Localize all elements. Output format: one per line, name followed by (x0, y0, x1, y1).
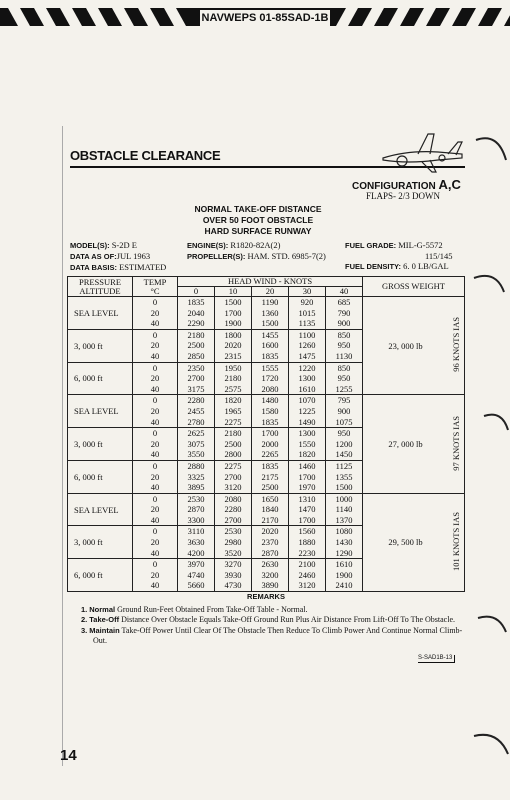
header-wind-3: 30 (289, 287, 326, 297)
temp-cell (133, 493, 178, 526)
figure-code: S-SAD1B-13 (418, 655, 455, 663)
distance-value: 2020 (224, 340, 242, 351)
distance-value: 1550 (298, 438, 316, 449)
distance-cell (252, 526, 289, 559)
distance-value: 2880 (187, 460, 205, 471)
fuel-density-label: FUEL DENSITY: (345, 262, 401, 271)
distance-cell (178, 493, 215, 526)
distance-value: 3970 (187, 559, 205, 570)
distance-value: 3890 (261, 580, 279, 591)
margin-rule (62, 126, 63, 766)
temp-value: 0 (152, 362, 158, 373)
temp-value: 20 (150, 307, 160, 318)
distance-value: 2800 (224, 449, 242, 460)
data-basis-value: ESTIMATED (119, 262, 167, 272)
distance-value: 1130 (335, 350, 353, 361)
distance-value: 1190 (261, 297, 279, 307)
distance-cell (215, 329, 252, 362)
distance-cell (215, 428, 252, 461)
meta-middle (187, 240, 326, 262)
header-temp-label: TEMP (143, 276, 167, 287)
header-headwind: HEAD WIND - KNOTS (178, 277, 363, 287)
temp-cell (133, 460, 178, 493)
distance-value: 5660 (187, 580, 205, 591)
airspeed-cell (448, 395, 465, 493)
distance-cell (289, 362, 326, 395)
distance-value: 2370 (261, 537, 279, 548)
airspeed-cell (448, 297, 465, 395)
distance-value: 2530 (224, 526, 242, 537)
distance-cell (178, 559, 215, 592)
distance-value: 1700 (224, 307, 242, 318)
distance-value: 1220 (298, 362, 316, 373)
distance-cell (215, 362, 252, 395)
temp-cell (133, 329, 178, 362)
distance-cell (252, 493, 289, 526)
header-wind-2: 20 (252, 287, 289, 297)
temp-value: 20 (150, 373, 160, 384)
distance-value: 4730 (224, 580, 242, 591)
temp-value: 20 (150, 340, 160, 351)
distance-value: 1720 (261, 373, 279, 384)
altitude-cell: 6, 000 ft (68, 460, 133, 493)
distance-value: 1835 (261, 416, 279, 427)
distance-cell (215, 460, 252, 493)
altitude-cell: SEA LEVEL (68, 395, 133, 428)
meta-left (70, 240, 166, 273)
distance-cell (178, 428, 215, 461)
table-row (68, 297, 465, 330)
remark-text: Ground Run-Feet Obtained From Take-Off Table - Normal. (115, 604, 308, 614)
distance-value: 1700 (298, 471, 316, 482)
gross-weight-cell: 23, 000 lb (363, 297, 449, 395)
distance-value: 2100 (298, 559, 316, 570)
temp-value: 40 (150, 350, 160, 361)
distance-value: 950 (337, 428, 351, 439)
distance-value: 2175 (261, 471, 279, 482)
distance-value: 1225 (298, 405, 316, 416)
distance-value: 2080 (261, 383, 279, 394)
temp-value: 0 (152, 526, 158, 537)
distance-value: 3895 (187, 482, 205, 493)
distance-cell (178, 362, 215, 395)
distance-cell (289, 428, 326, 461)
distance-value: 2575 (224, 383, 242, 394)
temp-cell (133, 297, 178, 330)
distance-cell (289, 297, 326, 330)
distance-value: 1900 (335, 569, 353, 580)
distance-cell (326, 559, 363, 592)
distance-value: 1555 (261, 362, 279, 373)
distance-value: 1840 (261, 504, 279, 515)
distance-cell (289, 493, 326, 526)
distance-value: 2350 (187, 362, 205, 373)
distance-cell (252, 297, 289, 330)
temp-value: 40 (150, 449, 160, 460)
fuel-density-value: 6. 0 LB/GAL (403, 261, 449, 271)
distance-cell (326, 460, 363, 493)
page-edge-marks (468, 120, 510, 780)
distance-value: 2290 (187, 318, 205, 329)
distance-value: 1560 (298, 526, 316, 537)
gross-weight-cell: 29, 500 lb (363, 493, 449, 591)
distance-value: 1965 (224, 405, 242, 416)
remark-number: 2. (81, 615, 88, 624)
distance-value: 3075 (187, 438, 205, 449)
distance-cell (326, 428, 363, 461)
temp-cell (133, 362, 178, 395)
remarks (67, 592, 465, 647)
distance-value: 2460 (298, 569, 316, 580)
distance-value: 1835 (261, 350, 279, 361)
distance-value: 1070 (298, 395, 316, 406)
remark-lead: Maintain (89, 625, 120, 635)
distance-value: 2080 (224, 493, 242, 504)
distance-value: 1455 (261, 329, 279, 340)
distance-value: 1300 (298, 373, 316, 384)
altitude-cell: 6, 000 ft (68, 559, 133, 592)
temp-value: 0 (152, 428, 158, 439)
header-wind-0: 0 (178, 287, 215, 297)
distance-cell (326, 297, 363, 330)
distance-value: 2455 (187, 405, 205, 416)
distance-value: 1255 (335, 383, 353, 394)
propeller-value: HAM. STD. 6985-7(2) (247, 251, 326, 261)
distance-value: 685 (337, 297, 351, 307)
propeller-label: PROPELLER(S): (187, 252, 246, 261)
chart-title-line-3: HARD SURFACE RUNWAY (204, 226, 312, 236)
header-altitude: ALTITUDE (79, 285, 121, 296)
distance-value: 2630 (261, 559, 279, 570)
temp-value: 40 (150, 547, 160, 558)
distance-cell (252, 559, 289, 592)
distance-value: 2280 (224, 504, 242, 515)
distance-value: 3930 (224, 569, 242, 580)
distance-value: 1500 (261, 318, 279, 329)
distance-value: 1080 (335, 526, 353, 537)
distance-value: 790 (337, 307, 351, 318)
page-number: 14 (60, 747, 77, 764)
temp-value: 20 (150, 504, 160, 515)
distance-value: 3550 (187, 449, 205, 460)
configuration-value: A,C (438, 177, 461, 192)
header-pressure: PRESSURE (78, 276, 122, 287)
distance-cell (289, 329, 326, 362)
temp-value: 40 (150, 514, 160, 525)
distance-value: 3270 (224, 559, 242, 570)
temp-value: 20 (150, 471, 160, 482)
distance-value: 2180 (187, 329, 205, 340)
distance-value: 3325 (187, 471, 205, 482)
distance-value: 2180 (224, 373, 242, 384)
distance-value: 1290 (335, 547, 353, 558)
distance-value: 1075 (335, 416, 353, 427)
header-temp-unit: °C (150, 285, 160, 296)
distance-value: 3520 (224, 547, 242, 558)
header-pressure-altitude (68, 277, 133, 297)
temp-value: 20 (150, 569, 160, 580)
distance-value: 2280 (187, 395, 205, 406)
distance-value: 1100 (298, 329, 316, 340)
temp-value: 40 (150, 318, 160, 329)
distance-value: 2315 (224, 350, 242, 361)
airspeed-label: 96 KNOTS IAS (451, 317, 461, 373)
distance-value: 1900 (224, 318, 242, 329)
airspeed-cell (448, 493, 465, 591)
distance-value: 1700 (261, 428, 279, 439)
distance-value: 2230 (298, 547, 316, 558)
distance-value: 3630 (187, 537, 205, 548)
distance-value: 2700 (187, 373, 205, 384)
distance-value: 2870 (187, 504, 205, 515)
distance-value: 2850 (187, 350, 205, 361)
distance-value: 1140 (335, 504, 353, 515)
distance-cell (252, 460, 289, 493)
distance-value: 3300 (187, 514, 205, 525)
distance-cell (289, 559, 326, 592)
distance-value: 1370 (335, 514, 353, 525)
distance-cell (326, 526, 363, 559)
distance-value: 2410 (335, 580, 353, 591)
table-row (68, 493, 465, 526)
distance-value: 1700 (298, 514, 316, 525)
document-id: NAVWEPS 01-85SAD-1B (201, 12, 329, 24)
gross-weight-cell: 27, 000 lb (363, 395, 449, 493)
distance-cell (326, 329, 363, 362)
airplane-icon (378, 128, 468, 176)
fuel-grade-value: MIL-G-5572 (398, 240, 443, 250)
header-wind-4: 40 (326, 287, 363, 297)
distance-value: 1880 (298, 537, 316, 548)
distance-cell (215, 559, 252, 592)
header-stripe-bar (0, 4, 510, 30)
distance-value: 1490 (298, 416, 316, 427)
distance-value: 3200 (261, 569, 279, 580)
model-label: MODEL(S): (70, 241, 110, 250)
distance-value: 2275 (224, 460, 242, 471)
distance-value: 2625 (187, 428, 205, 439)
remark-text: Distance Over Obstacle Equals Take-Off Ground Run Plus Air Distance From Lift-Off To The Obstacle. (119, 615, 455, 624)
obstacle-clearance-table (67, 276, 465, 592)
remark-text: Take-Off Power Until Clear Of The Obstacle Then Reduce To Climb Power And Continue Normal Climb-Out. (93, 625, 463, 645)
distance-value: 1475 (298, 350, 316, 361)
distance-value: 2170 (261, 514, 279, 525)
distance-value: 1200 (335, 438, 353, 449)
remark-lead: Take-Off (89, 615, 120, 624)
page-title: OBSTACLE CLEARANCE (70, 148, 221, 163)
engine-value: R1820-82A(2) (230, 240, 281, 250)
distance-value: 2020 (261, 526, 279, 537)
distance-value: 1820 (298, 449, 316, 460)
header-wind-1: 10 (215, 287, 252, 297)
distance-value: 1015 (298, 307, 316, 318)
distance-value: 4200 (187, 547, 205, 558)
distance-value: 950 (337, 340, 351, 351)
data-as-of-label: DATA AS OF: (70, 252, 117, 261)
distance-value: 1950 (224, 362, 242, 373)
distance-value: 3120 (224, 482, 242, 493)
distance-value: 4740 (187, 569, 205, 580)
header-gross-weight: GROSS WEIGHT (363, 277, 465, 297)
altitude-cell: 6, 000 ft (68, 362, 133, 395)
temp-value: 40 (150, 580, 160, 591)
distance-cell (252, 362, 289, 395)
meta-right (345, 240, 453, 272)
distance-value: 2500 (224, 438, 242, 449)
distance-value: 1500 (335, 482, 353, 493)
distance-value: 2000 (261, 438, 279, 449)
distance-value: 2040 (187, 307, 205, 318)
distance-cell (326, 395, 363, 428)
distance-value: 3110 (187, 526, 205, 537)
distance-value: 1835 (187, 297, 205, 307)
distance-value: 2870 (261, 547, 279, 558)
distance-value: 795 (337, 395, 351, 406)
distance-cell (215, 493, 252, 526)
distance-value: 1610 (298, 383, 316, 394)
distance-value: 1310 (298, 493, 316, 504)
distance-value: 850 (337, 362, 351, 373)
distance-cell (252, 395, 289, 428)
distance-value: 2530 (187, 493, 205, 504)
distance-value: 1470 (298, 504, 316, 515)
temp-cell (133, 395, 178, 428)
temp-value: 0 (152, 493, 158, 504)
distance-cell (326, 362, 363, 395)
temp-value: 0 (152, 559, 158, 570)
temp-value: 20 (150, 438, 160, 449)
distance-value: 1450 (335, 449, 353, 460)
temp-value: 40 (150, 482, 160, 493)
data-as-of-value: JUL 1963 (116, 251, 151, 261)
airspeed-label: 101 KNOTS IAS (451, 511, 461, 571)
distance-value: 1820 (224, 395, 242, 406)
temp-value: 0 (152, 297, 158, 307)
distance-cell (252, 329, 289, 362)
distance-value: 2275 (224, 416, 242, 427)
remark-number: 1. (81, 604, 88, 614)
distance-value: 1430 (335, 537, 353, 548)
temp-value: 20 (150, 405, 160, 416)
distance-value: 950 (337, 373, 351, 384)
airspeed-label: 97 KNOTS IAS (451, 415, 461, 471)
remark-item (81, 615, 465, 626)
chart-title-line-1: NORMAL TAKE-OFF DISTANCE (194, 204, 322, 214)
fuel-grade-label: FUEL GRADE: (345, 241, 397, 250)
temp-cell (133, 559, 178, 592)
distance-value: 900 (337, 405, 351, 416)
distance-value: 3120 (298, 580, 316, 591)
distance-value: 1580 (261, 405, 279, 416)
distance-value: 2780 (187, 416, 205, 427)
distance-value: 900 (337, 318, 351, 329)
distance-cell (178, 526, 215, 559)
model-value: S-2D E (111, 240, 137, 250)
distance-cell (215, 526, 252, 559)
distance-value: 1610 (335, 559, 353, 570)
chart-title (168, 204, 348, 237)
temp-value: 40 (150, 416, 160, 427)
chart-title-line-2: OVER 50 FOOT OBSTACLE (202, 215, 314, 225)
altitude-cell: SEA LEVEL (68, 297, 133, 330)
remark-item (81, 626, 465, 647)
altitude-cell: 3, 000 ft (68, 428, 133, 461)
distance-value: 1460 (298, 460, 316, 471)
data-basis-label: DATA BASIS: (70, 263, 117, 272)
remark-number: 3. (81, 625, 88, 635)
distance-cell (178, 297, 215, 330)
distance-value: 1300 (298, 428, 316, 439)
distance-value: 1970 (298, 482, 316, 493)
distance-value: 1135 (298, 318, 316, 329)
configuration (352, 177, 461, 192)
distance-value: 920 (300, 297, 314, 307)
remarks-heading: REMARKS (247, 592, 285, 601)
distance-value: 2265 (261, 449, 279, 460)
table-row (68, 395, 465, 428)
distance-value: 850 (337, 329, 351, 340)
altitude-cell: SEA LEVEL (68, 493, 133, 526)
distance-cell (289, 460, 326, 493)
distance-cell (178, 460, 215, 493)
temp-value: 0 (152, 460, 158, 471)
remark-item (81, 605, 465, 616)
fuel-grade-value-2: 115/145 (425, 251, 453, 261)
remark-lead: Normal (89, 604, 116, 614)
distance-value: 1355 (335, 471, 353, 482)
distance-value: 1600 (261, 340, 279, 351)
distance-value: 2500 (187, 340, 205, 351)
distance-cell (289, 395, 326, 428)
distance-cell (326, 493, 363, 526)
distance-cell (289, 526, 326, 559)
configuration-label: CONFIGURATION (352, 181, 436, 192)
distance-cell (215, 297, 252, 330)
distance-value: 2180 (224, 428, 242, 439)
temp-cell (133, 526, 178, 559)
distance-cell (215, 395, 252, 428)
temp-value: 0 (152, 329, 158, 340)
header-temp (133, 277, 178, 297)
distance-value: 1835 (261, 460, 279, 471)
distance-value: 1000 (335, 493, 353, 504)
distance-value: 2500 (261, 482, 279, 493)
temp-value: 20 (150, 537, 160, 548)
distance-value: 1125 (335, 460, 353, 471)
distance-cell (252, 428, 289, 461)
distance-value: 3175 (187, 383, 205, 394)
temp-value: 0 (152, 395, 158, 406)
engine-label: ENGINE(S): (187, 241, 229, 250)
distance-value: 1800 (224, 329, 242, 340)
distance-value: 2700 (224, 471, 242, 482)
distance-value: 1480 (261, 395, 279, 406)
altitude-cell: 3, 000 ft (68, 526, 133, 559)
temp-value: 40 (150, 383, 160, 394)
distance-value: 1360 (261, 307, 279, 318)
distance-cell (178, 395, 215, 428)
temp-cell (133, 428, 178, 461)
distance-value: 1500 (224, 297, 242, 307)
distance-cell (178, 329, 215, 362)
flaps-setting: FLAPS- 2/3 DOWN (366, 191, 441, 201)
distance-value: 1650 (261, 493, 279, 504)
distance-value: 2700 (224, 514, 242, 525)
distance-value: 1260 (298, 340, 316, 351)
altitude-cell: 3, 000 ft (68, 329, 133, 362)
distance-value: 2980 (224, 537, 242, 548)
